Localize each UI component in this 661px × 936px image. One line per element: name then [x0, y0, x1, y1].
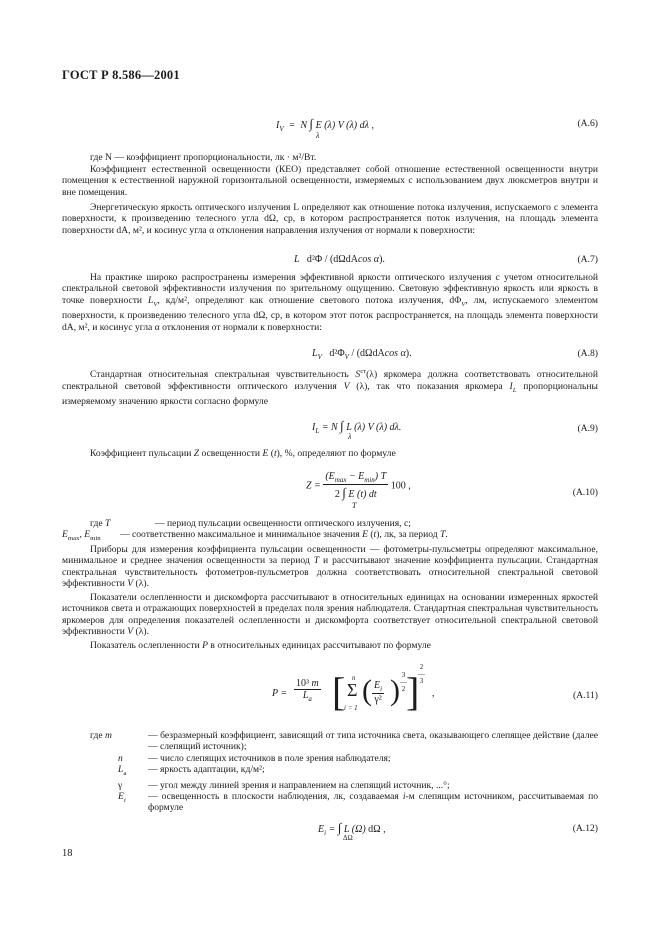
equation-a12-body: $E_i$ = ∫ L (Ω) dΩ , [318, 820, 386, 837]
definition-row [62, 518, 598, 529]
definition-term: где T [90, 518, 111, 529]
paragraph-5: Стандартная относительная спектральная чувствительность $S^{ст}(\lambda)$ яркомера должна соответствовать относительной спектральной световой эффективности оптического излучения V (λ), так что показания яркомера $I_L$ пропорциональны измеряемому значению яркости согласно формуле [62, 368, 598, 407]
definition-row [62, 529, 598, 544]
definition-text: — число слепящих источников в поле зрения наблюдателя; [148, 752, 391, 764]
equation-a6-number: (A.6) [577, 118, 598, 129]
equation-a11-number: (A.11) [573, 690, 598, 701]
definition-list-1 [62, 518, 598, 545]
equation-a11 [272, 663, 598, 724]
equation-a11-right-paren: ) [390, 674, 400, 707]
definition-list-2 [62, 730, 598, 814]
paragraph-4: На практике широко распространены измерения эффективной яркости оптического излучения с учетом относительной спектральной световой эффективности излучения по зрительному ощущению. Световую эффективную яркость или яркость в точке поверхности $L_V$, кд/м², определяют как отношение светового потока излучения, $d\Phi_V$, лм, испускаемого элементом поверхности, к произведению телесного угла dΩ, ср, в котором этот поток распространяется, на площадь элемента поверхности dA, м², и косинус угла α отклонения от нормали к поверхности: [62, 272, 598, 333]
equation-a6-body: $I_V = N$ ∫ E (λ) V (λ) dλ , [276, 116, 374, 133]
paragraph-3: Энергетическую яркость оптического излучения L определяют как отношение потока излучения, испускаемого с элемента поверхности, к произведению телесного угла dΩ, ср, в котором распространяется поток излучения, на площадь элемента поверхности dA, м², и косинус угла α отклонения направления излучения от нормали к поверхности: [62, 202, 598, 236]
equation-a11-sum-symbol: Σ [347, 680, 358, 700]
equation-a10-tail: 100 , [390, 480, 411, 492]
page-number: 18 [62, 848, 73, 859]
equation-a11-right-bracket: ] [406, 669, 420, 714]
equation-a10-number: (A.10) [572, 487, 598, 498]
equation-a11-inner-num: $E_i$ [374, 680, 383, 693]
definition-term: $E_{max}$, $E_{min}$ [62, 529, 101, 543]
equation-a7-body: L d²Φ / (dΩdAcos α). [294, 254, 385, 265]
equation-a12 [318, 820, 598, 837]
equation-a10-lhs: Z = [306, 480, 321, 492]
integral-limit-delta-omega: ΔΩ [343, 834, 353, 842]
equation-a9-body: $I_L = N$ ∫ L (λ) V (λ) dλ. [312, 418, 402, 435]
definition-term: где m [90, 730, 112, 741]
definition-text: — период пульсации освещенности оптического излучения, с; [155, 518, 411, 529]
paragraph-9: Показатель ослепленности P в относительных единицах рассчитывают по формуле [90, 640, 431, 651]
integral-limit-T: T [352, 501, 357, 510]
equation-a10-fraction [323, 471, 388, 501]
definition-row [62, 791, 598, 814]
definition-term: n [118, 752, 123, 764]
equation-a12-number: (A.12) [572, 823, 598, 834]
equation-a11-left-bracket: [ [332, 669, 346, 714]
equation-a8-number: (A.8) [577, 348, 598, 359]
definition-row [62, 753, 598, 764]
equation-a8-body: $L_V$ $d^2\Phi_V / (d\Omega dAcos$ α). [312, 348, 412, 361]
paragraph-2: Коэффициент естественной освещенности (КЕО) представляет собой отношение естественной освещенности внутри помещения к естественной наружной горизонтальной освещенности, измеряемых с использованием двух люксметров внутри и вне помещения. [62, 164, 598, 198]
equation-a11-left-paren: ( [362, 674, 372, 707]
equation-a11-inner-power: 3 — 2 [400, 671, 407, 693]
equation-a7 [294, 254, 598, 265]
page-header: ГОСТ Р 8.586—2001 [62, 68, 180, 82]
definition-text: — угол между линией зрения и направлением на слепящий источник, ...°; [148, 779, 450, 791]
equation-a10-numerator: $(E_{max} - E_{min})$ T [325, 471, 387, 484]
equation-a11-sum-lower: i = 1 [344, 704, 358, 712]
equation-a9-number: (A.9) [577, 423, 598, 434]
definition-row [62, 780, 598, 791]
equation-a10-denominator: 2 ∫ E (t) dt [334, 485, 377, 500]
equation-a6 [276, 116, 598, 133]
equation-a10 [306, 471, 598, 501]
equation-a8 [312, 348, 598, 361]
definition-row [62, 764, 598, 779]
equation-a11-outer-power: 2 — 3 [418, 663, 425, 685]
definition-term: $L_a$ [118, 764, 127, 778]
paragraph-6: Коэффициент пульсации Z освещенности E (t), %, определяют по формуле [90, 448, 396, 459]
definition-text: — яркость адаптации, кд/м²; [148, 764, 265, 776]
definition-term: γ [118, 779, 123, 791]
paragraph-7: Приборы для измерения коэффициента пульсации освещенности — фотометры-пульсметры определяют максимальное, минимальное и среднее значения освещенности за период T и рассчитывают значение коэффициента пульсации. Стандартная спектральная чувствительность фотометров-пульсметров должна соответствовать относительной спектральной световой эффективности V (λ). [62, 544, 598, 590]
equation-a7-number: (A.7) [577, 254, 598, 265]
equation-a11-coef-den: $L_a$ [302, 690, 312, 703]
integral-limit-lambda: λ [316, 131, 320, 140]
equation-a11-inner-den: γ² [374, 694, 382, 705]
equation-a9 [312, 418, 598, 435]
definition-text: — соответственно максимальное и минимальное значения E (t), лк, за период T. [120, 529, 448, 541]
definition-text: — безразмерный коэффициент, зависящий от типа источника света, оказывающего слепящее действие (далее — слепящий источник); [148, 730, 598, 753]
integral-limit-lambda-a9: λ [348, 432, 352, 441]
equation-a11-coef-num: 10³ m [296, 678, 319, 689]
equation-a11-coefficient [294, 678, 321, 703]
equation-a11-lhs: P = [272, 688, 288, 699]
definition-text: — освещенность в плоскости наблюдения, лк, создаваемая i-м слепящим источником, рассчитываемая по формуле [148, 790, 598, 814]
equation-a11-comma: , [432, 688, 435, 699]
equation-a11-inner-fraction [372, 680, 384, 705]
paragraph-8: Показатели ослепленности и дискомфорта рассчитывают в относительных единицах на основании измеренных яркостей источников света и отражающих поверхностей в пределах поля зрения наблюдателя. Стандартная спектральная чувствительность яркомеров для определения показателей ослепленности и дискомфорта соответствует относительной спектральной световой эффективности V (λ). [62, 592, 598, 638]
equation-a11-sum-upper: n [352, 674, 356, 682]
paragraph-1: где N — коэффициент пропорциональности, лк · м²/Вт. [90, 152, 317, 163]
definition-term: $E_i$ [118, 790, 126, 804]
definition-row [62, 730, 598, 753]
